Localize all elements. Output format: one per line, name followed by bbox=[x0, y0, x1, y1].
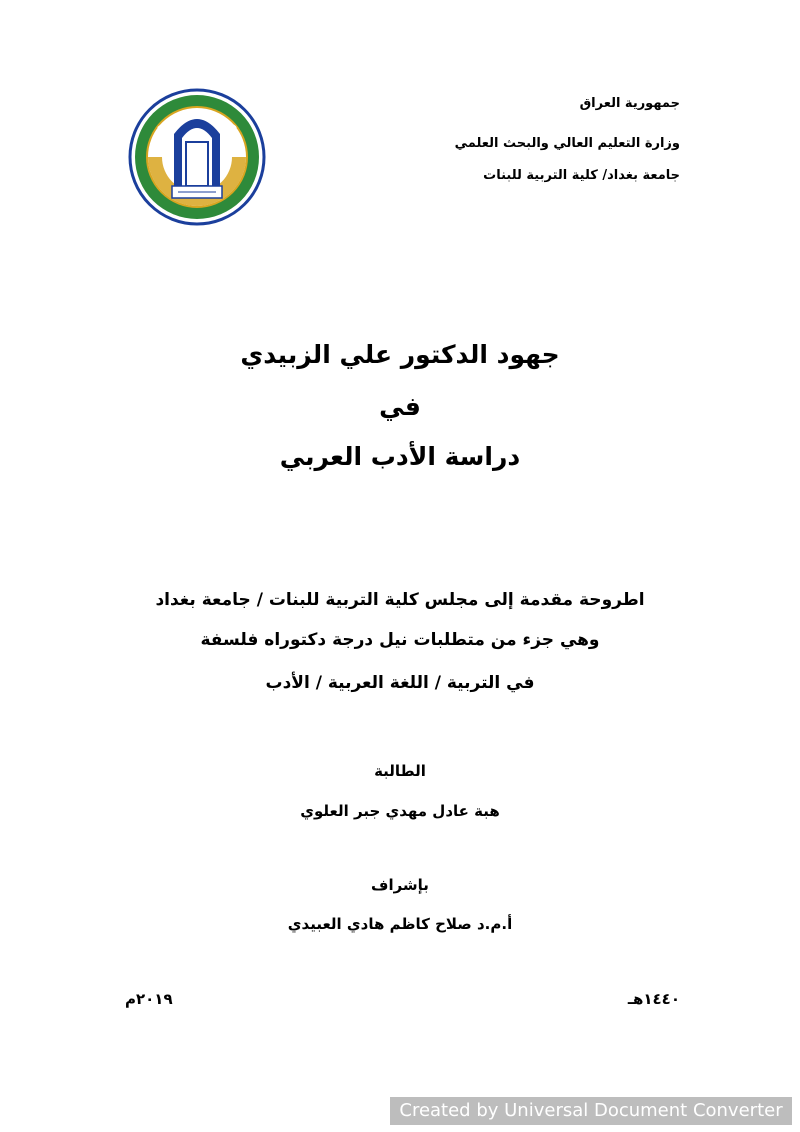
header-republic: جمهورية العراق bbox=[579, 96, 680, 111]
university-seal-icon bbox=[128, 88, 266, 226]
header-ministry: وزارة التعليم العالي والبحث العلمي bbox=[454, 136, 680, 151]
supervisor-label: بإشراف bbox=[371, 876, 429, 894]
thesis-title-line3: دراسة الأدب العربي bbox=[279, 442, 521, 471]
description-line1: اطروحة مقدمة إلى مجلس كلية التربية للبنات / جامعة بغداد bbox=[155, 590, 645, 610]
supervisor-name: أ.م.د صلاح كاظم هادي العبيدي bbox=[287, 915, 513, 933]
description-line3: في التربية / اللغة العربية / الأدب bbox=[265, 673, 535, 693]
thesis-title-line2: في bbox=[379, 392, 421, 421]
student-label: الطالبة bbox=[374, 762, 426, 780]
gregorian-year: ٢٠١٩م bbox=[125, 990, 173, 1008]
description-line2: وهي جزء من متطلبات نيل درجة دكتوراه فلسفة bbox=[200, 630, 600, 650]
thesis-title-line1: جهود الدكتور علي الزبيدي bbox=[240, 340, 560, 369]
student-name: هبة عادل مهدي جبر العلوي bbox=[300, 802, 500, 820]
hijri-year: ١٤٤٠هـ bbox=[627, 990, 680, 1008]
watermark-banner: Created by Universal Document Converter bbox=[390, 1097, 792, 1125]
header-university: جامعة بغداد/ كلية التربية للبنات bbox=[483, 168, 680, 183]
